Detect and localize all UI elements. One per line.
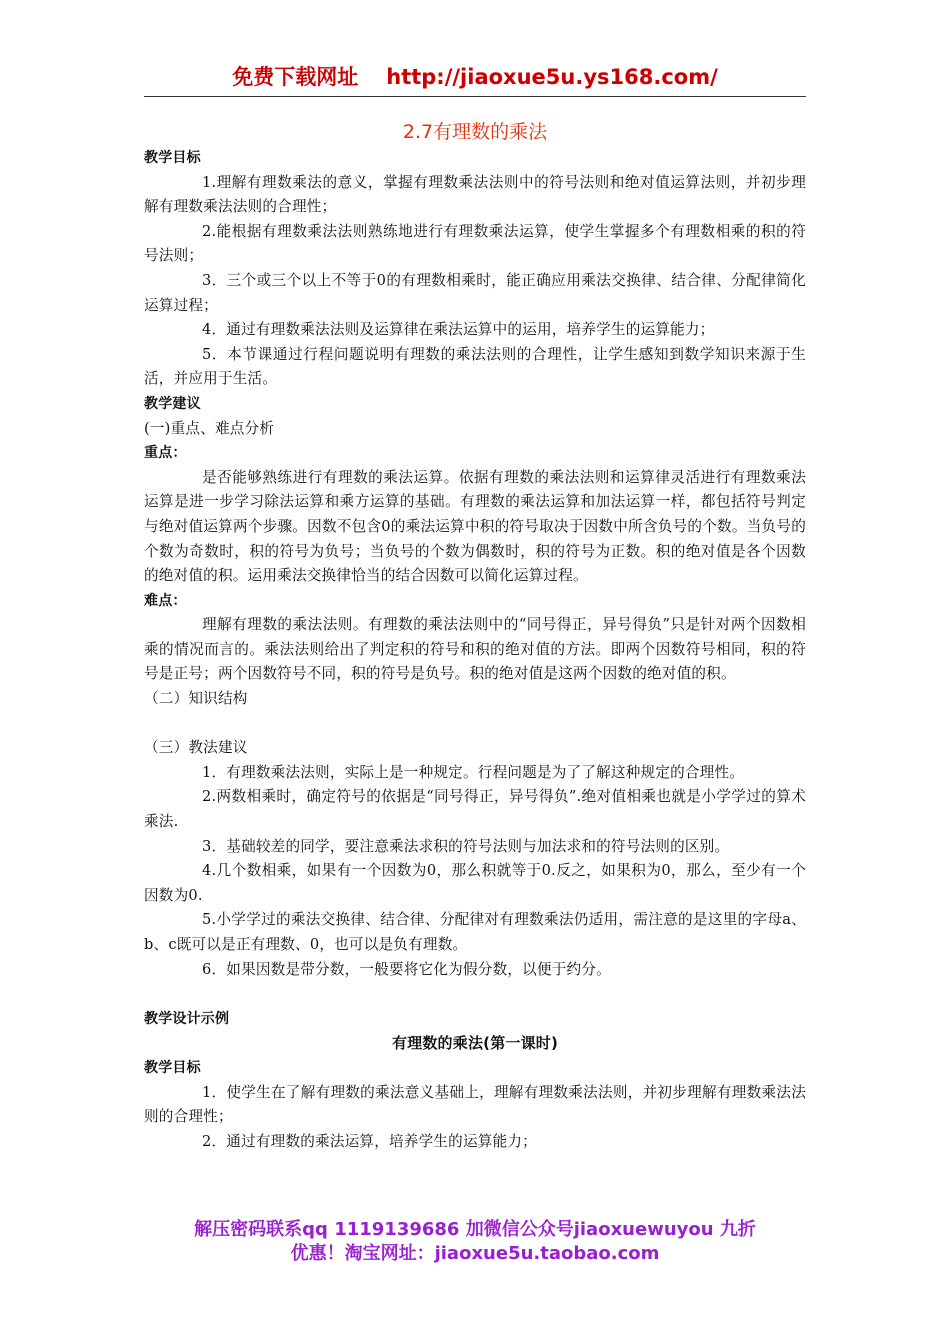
goal-item: 2.能根据有理数乘法法则熟练地进行有理数乘法运算，使学生掌握多个有理数相乘的积的符号法则； xyxy=(144,222,806,265)
lesson-title: 有理数的乘法(第一课时) xyxy=(391,1034,559,1053)
difficult-point-label: 难点： xyxy=(144,592,187,609)
tip-item: 3．基础较差的同学，要注意乘法求积的符号法则与加法求和的符号法则的区别。 xyxy=(202,837,730,855)
difficult-point-text: 理解有理数的乘法法则。有理数的乘法法则中的“同号得正，异号得负”只是针对两个因数相乘的情况而言的。乘法法则给出了判定积的符号和积的绝对值的方法。即两个因数符号相同，积的符号是正号；两个因数符号不同，积的符号是负号。积的绝对值是这两个因数的绝对值的积。 xyxy=(144,616,806,683)
tip-item: 2.两数相乘时，确定符号的依据是“同号得正，异号得负”.绝对值相乘也就是小学学过的算术乘法. xyxy=(144,788,806,831)
goals-heading: 教学目标 xyxy=(144,150,201,166)
tip-item: 5.小学学过的乘法交换律、结合律、分配律对有理数乘法仍适用，需注意的是这里的字母a、b、c既可以是正有理数、0，也可以是负有理数。 xyxy=(144,911,806,953)
tip-item: 4.几个数相乘，如果有一个因数为0，那么积就等于0.反之，如果积为0，那么，至少有一个因数为0. xyxy=(144,862,806,904)
footer-line-2[interactable]: 优惠！淘宝网址：jiaoxue5u.taobao.com xyxy=(290,1243,660,1264)
suggestions-heading: 教学建议 xyxy=(144,395,201,412)
page-footer xyxy=(144,1218,806,1266)
lesson-goal-item: 2．通过有理数的乘法运算，培养学生的运算能力； xyxy=(202,1132,537,1150)
subsection-teaching-tips: （三）教法建议 xyxy=(144,739,248,757)
goal-item: 3．三个或三个以上不等于0的有理数相乘时，能正确应用乘法交换律、结合律、分配律简化运算过程； xyxy=(144,271,806,314)
key-point-label: 重点： xyxy=(144,445,187,462)
design-heading: 教学设计示例 xyxy=(144,1010,230,1027)
header-label: 免费下载网址 xyxy=(232,65,359,89)
tip-item: 1．有理数乘法法则，实际上是一种规定。行程问题是为了了解这种规定的合理性。 xyxy=(202,763,745,781)
page-header xyxy=(144,62,806,97)
goal-item: 5．本节课通过行程问题说明有理数的乘法法则的合理性，让学生感知到数学知识来源于生活，并应用于生活。 xyxy=(144,345,806,388)
goal-item: 4．通过有理数乘法法则及运算律在乘法运算中的运用，培养学生的运算能力； xyxy=(202,321,715,339)
lesson-goals-heading: 教学目标 xyxy=(144,1059,201,1076)
lesson-goal-item: 1．使学生在了解有理数的乘法意义基础上，理解有理数乘法法则，并初步理解有理数乘法法则的合理性； xyxy=(144,1083,806,1126)
document-body xyxy=(144,146,806,1154)
header-url[interactable]: http://jiaoxue5u.ys168.com/ xyxy=(386,65,718,89)
footer-line-1: 解压密码联系qq 1119139686 加微信公众号jiaoxuewuyou 九折 xyxy=(194,1219,756,1240)
subsection-key-analysis: (一)重点、难点分析 xyxy=(144,419,275,437)
document-title: 2.7有理数的乘法 xyxy=(402,121,548,143)
goal-item: 1.理解有理数乘法的意义，掌握有理数乘法法则中的符号法则和绝对值运算法则，并初步理解有理数乘法法则的合理性； xyxy=(144,173,806,216)
tip-item: 6．如果因数是带分数，一般要将它化为假分数，以便于约分。 xyxy=(202,960,611,978)
subsection-knowledge-structure: （二）知识结构 xyxy=(144,690,248,708)
key-point-text: 是否能够熟练进行有理数的乘法运算。依据有理数的乘法法则和运算律灵活进行有理数乘法运算是进一步学习除法运算和乘方运算的基础。有理数的乘法运算和加法运算一样，都包括符号判定与绝对值运算两个步骤。因数不包含0的乘法运算中积的符号取决于因数中所含负号的个数。当负号的个数为奇数时，积的符号为负号；当负号的个数为偶数时，积的符号为正数。积的绝对值是各个因数的绝对值的积。运用乘法交换律恰当的结合因数可以简化运算过程。 xyxy=(144,468,806,585)
